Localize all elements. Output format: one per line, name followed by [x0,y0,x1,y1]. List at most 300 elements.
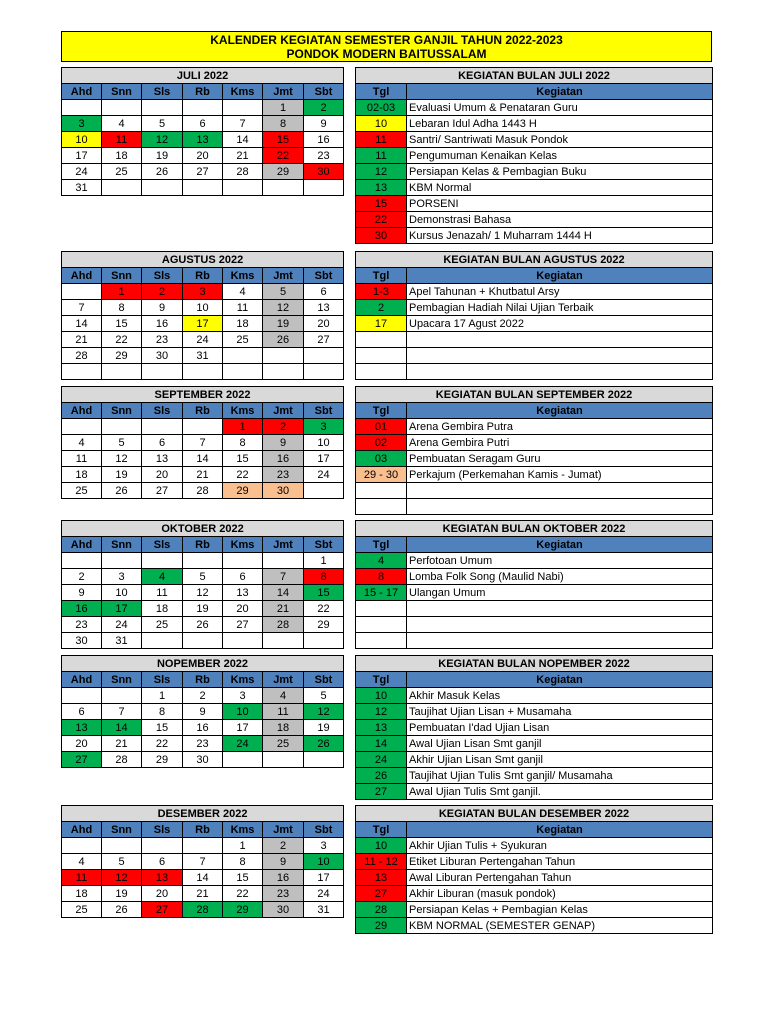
date-cell: 29 [223,483,263,499]
tgl-header: Tgl [356,822,407,838]
date-cell [142,364,183,380]
week-row [62,364,344,380]
date-cell: 22 [223,467,263,483]
date-cell: 9 [263,854,304,870]
date-cell: 24 [183,332,223,348]
date-cell: 30 [142,348,183,364]
date-cell: 20 [183,148,223,164]
activity-title: KEGIATAN BULAN AGUSTUS 2022 [356,252,713,268]
date-cell: 31 [62,180,102,196]
date-cell: 23 [263,467,304,483]
week-row [62,467,344,483]
date-cell: 14 [183,870,223,886]
date-cell: 23 [142,332,183,348]
tgl-header: Tgl [356,84,407,100]
date-cell: 9 [142,300,183,316]
date-cell: 20 [223,601,263,617]
date-cell: 26 [263,332,304,348]
activity-date: 1-3 [356,284,407,300]
day-header: Sls [142,268,183,284]
date-cell: 23 [304,148,344,164]
date-cell: 4 [223,284,263,300]
date-cell [102,553,142,569]
day-header: Sbt [304,403,344,419]
activity-row [356,585,713,601]
activity-date: 15 - 17 [356,585,407,601]
activity-text: Pengumuman Kenaikan Kelas [407,148,713,164]
date-cell: 27 [142,483,183,499]
date-cell: 19 [304,720,344,736]
date-cell: 21 [183,467,223,483]
date-cell [223,364,263,380]
month-title: NOPEMBER 2022 [62,656,344,672]
date-cell: 7 [263,569,304,585]
activity-date: 11 [356,148,407,164]
activity-text [407,499,713,515]
activity-title: KEGIATAN BULAN OKTOBER 2022 [356,521,713,537]
activity-date: 8 [356,569,407,585]
date-cell [183,633,223,649]
activity-text: Persiapan Kelas + Pembagian Kelas [407,902,713,918]
date-cell: 17 [304,870,344,886]
week-row [62,148,344,164]
kegiatan-header: Kegiatan [407,672,713,688]
date-cell: 26 [102,483,142,499]
date-cell [142,419,183,435]
date-cell: 29 [223,902,263,918]
date-cell: 16 [62,601,102,617]
date-cell: 22 [102,332,142,348]
date-cell: 10 [304,435,344,451]
date-cell: 19 [102,886,142,902]
day-header: Rb [183,822,223,838]
day-header: Ahd [62,268,102,284]
activity-row [356,228,713,244]
day-header: Ahd [62,84,102,100]
activity-text [407,601,713,617]
date-cell: 4 [263,688,304,704]
date-cell: 3 [183,284,223,300]
activity-text [407,483,713,499]
date-cell: 15 [304,585,344,601]
date-cell: 25 [62,483,102,499]
week-row [62,419,344,435]
date-cell [223,348,263,364]
activity-row [356,419,713,435]
activity-text: Akhir Liburan (masuk pondok) [407,886,713,902]
date-cell: 22 [304,601,344,617]
date-cell: 28 [183,483,223,499]
date-cell [142,838,183,854]
date-cell: 4 [142,569,183,585]
activity-row [356,736,713,752]
tgl-header: Tgl [356,268,407,284]
date-cell: 30 [62,633,102,649]
date-cell: 8 [263,116,304,132]
date-cell: 29 [102,348,142,364]
date-cell [62,419,102,435]
date-cell: 18 [62,886,102,902]
date-cell: 30 [304,164,344,180]
date-cell: 1 [223,838,263,854]
date-cell: 29 [304,617,344,633]
week-row [62,838,344,854]
date-cell [62,364,102,380]
activity-text [407,364,713,380]
date-cell: 12 [102,870,142,886]
date-cell: 10 [62,132,102,148]
day-header: Rb [183,268,223,284]
activity-row [356,499,713,515]
date-cell: 21 [263,601,304,617]
date-cell [142,553,183,569]
date-cell [102,180,142,196]
activity-date: 4 [356,553,407,569]
activity-row [356,132,713,148]
activity-text: Persiapan Kelas & Pembagian Buku [407,164,713,180]
date-cell: 23 [263,886,304,902]
date-cell [102,838,142,854]
date-cell: 5 [183,569,223,585]
date-cell: 24 [102,617,142,633]
date-cell: 12 [304,704,344,720]
activity-text: Apel Tahunan + Khutbatul Arsy [407,284,713,300]
date-cell: 22 [223,886,263,902]
activity-date: 03 [356,451,407,467]
activity-text: Awal Ujian Lisan Smt ganjil [407,736,713,752]
month-title: AGUSTUS 2022 [62,252,344,268]
date-cell: 25 [142,617,183,633]
week-row [62,348,344,364]
date-cell: 17 [62,148,102,164]
day-header: Jmt [263,268,304,284]
month-title: OKTOBER 2022 [62,521,344,537]
date-cell: 28 [223,164,263,180]
date-cell: 1 [142,688,183,704]
activity-row [356,316,713,332]
day-header: Kms [223,672,263,688]
day-header: Snn [102,84,142,100]
date-cell: 31 [304,902,344,918]
date-cell: 28 [102,752,142,768]
activity-text: Arena Gembira Putra [407,419,713,435]
activity-row [356,164,713,180]
date-cell [263,180,304,196]
day-header: Snn [102,403,142,419]
date-cell: 7 [183,854,223,870]
date-cell: 19 [263,316,304,332]
date-cell: 14 [183,451,223,467]
date-cell [102,364,142,380]
activity-title: KEGIATAN BULAN JULI 2022 [356,68,713,84]
date-cell [223,752,263,768]
date-cell: 27 [183,164,223,180]
activity-row [356,196,713,212]
date-cell [304,752,344,768]
day-header: Kms [223,403,263,419]
month-calendar [61,251,344,380]
date-cell: 1 [102,284,142,300]
activity-row [356,870,713,886]
month-title: SEPTEMBER 2022 [62,387,344,403]
tgl-header: Tgl [356,672,407,688]
activity-date: 12 [356,164,407,180]
date-cell: 11 [62,451,102,467]
date-cell: 6 [304,284,344,300]
activity-text: Awal Liburan Pertengahan Tahun [407,870,713,886]
title-line-1: KALENDER KEGIATAN SEMESTER GANJIL TAHUN 2022-2023 [210,33,563,47]
activity-date: 10 [356,838,407,854]
activity-row [356,752,713,768]
activity-text: Perfotoan Umum [407,553,713,569]
date-cell: 2 [183,688,223,704]
date-cell: 2 [263,419,304,435]
date-cell: 18 [263,720,304,736]
date-cell: 10 [183,300,223,316]
activity-date: 01 [356,419,407,435]
date-cell: 25 [62,902,102,918]
month-calendar [61,386,344,499]
date-cell [183,364,223,380]
date-cell: 1 [223,419,263,435]
day-header: Jmt [263,84,304,100]
tgl-header: Tgl [356,537,407,553]
activity-date: 27 [356,886,407,902]
day-header: Snn [102,822,142,838]
date-cell [62,100,102,116]
activity-row [356,569,713,585]
activity-row [356,838,713,854]
date-cell: 1 [263,100,304,116]
date-cell: 4 [102,116,142,132]
date-cell: 26 [304,736,344,752]
title-line-2: PONDOK MODERN BAITUSSALAM [286,47,487,61]
date-cell: 14 [223,132,263,148]
activity-date: 02 [356,435,407,451]
activity-date [356,617,407,633]
date-cell: 11 [223,300,263,316]
date-cell: 27 [304,332,344,348]
week-row [62,902,344,918]
date-cell [304,633,344,649]
date-cell: 5 [102,854,142,870]
date-cell [102,100,142,116]
activity-table [355,520,713,649]
date-cell: 16 [142,316,183,332]
day-header: Jmt [263,537,304,553]
date-cell: 30 [263,483,304,499]
date-cell: 2 [304,100,344,116]
activity-date: 30 [356,228,407,244]
date-cell: 12 [102,451,142,467]
week-row [62,688,344,704]
activity-row [356,553,713,569]
date-cell: 8 [102,300,142,316]
activity-row [356,886,713,902]
week-row [62,116,344,132]
date-cell [304,348,344,364]
date-cell: 21 [102,736,142,752]
date-cell: 26 [142,164,183,180]
kegiatan-header: Kegiatan [407,84,713,100]
activity-date [356,633,407,649]
month-title: DESEMBER 2022 [62,806,344,822]
date-cell: 8 [142,704,183,720]
activity-date: 27 [356,784,407,800]
date-cell: 11 [62,870,102,886]
activity-text: Lebaran Idul Adha 1443 H [407,116,713,132]
activity-title: KEGIATAN BULAN SEPTEMBER 2022 [356,387,713,403]
date-cell: 13 [142,870,183,886]
day-header: Rb [183,537,223,553]
activity-date: 13 [356,180,407,196]
date-cell: 29 [263,164,304,180]
date-cell: 3 [223,688,263,704]
date-cell [223,633,263,649]
activity-row [356,720,713,736]
kegiatan-header: Kegiatan [407,822,713,838]
date-cell: 21 [223,148,263,164]
date-cell [263,752,304,768]
week-row [62,854,344,870]
activity-text: KBM NORMAL (SEMESTER GENAP) [407,918,713,934]
activity-date: 22 [356,212,407,228]
date-cell [183,419,223,435]
date-cell: 21 [62,332,102,348]
date-cell: 13 [183,132,223,148]
activity-text: Akhir Masuk Kelas [407,688,713,704]
date-cell: 2 [263,838,304,854]
date-cell: 17 [304,451,344,467]
activity-date: 2 [356,300,407,316]
date-cell: 15 [142,720,183,736]
week-row [62,100,344,116]
date-cell: 18 [142,601,183,617]
date-cell: 15 [102,316,142,332]
activity-row [356,633,713,649]
week-row [62,720,344,736]
date-cell: 5 [263,284,304,300]
date-cell: 16 [304,132,344,148]
date-cell: 17 [223,720,263,736]
week-row [62,132,344,148]
date-cell: 30 [263,902,304,918]
activity-text: Upacara 17 Agust 2022 [407,316,713,332]
activity-date [356,364,407,380]
date-cell: 15 [263,132,304,148]
date-cell: 6 [223,569,263,585]
date-cell: 9 [263,435,304,451]
activity-table [355,386,713,515]
day-header: Sls [142,672,183,688]
date-cell [142,180,183,196]
date-cell: 2 [62,569,102,585]
day-header: Kms [223,84,263,100]
date-cell: 20 [142,467,183,483]
activity-text: Pembuatan Seragam Guru [407,451,713,467]
month-title: JULI 2022 [62,68,344,84]
week-row [62,332,344,348]
week-row [62,435,344,451]
kegiatan-header: Kegiatan [407,537,713,553]
activity-text: Arena Gembira Putri [407,435,713,451]
week-row [62,585,344,601]
date-cell: 16 [183,720,223,736]
activity-row [356,435,713,451]
date-cell [142,100,183,116]
date-cell: 27 [223,617,263,633]
date-cell: 11 [263,704,304,720]
date-cell: 20 [304,316,344,332]
activity-text: Akhir Ujian Lisan Smt ganjil [407,752,713,768]
date-cell: 24 [304,467,344,483]
day-header: Rb [183,403,223,419]
day-header: Sls [142,84,183,100]
date-cell: 9 [183,704,223,720]
date-cell: 22 [142,736,183,752]
activity-row [356,348,713,364]
date-cell: 7 [183,435,223,451]
week-row [62,451,344,467]
date-cell: 6 [142,435,183,451]
activity-date: 10 [356,116,407,132]
date-cell: 6 [142,854,183,870]
date-cell [142,633,183,649]
activity-text: Taujihat Ujian Tulis Smt ganjil/ Musamaha [407,768,713,784]
activity-date: 29 - 30 [356,467,407,483]
date-cell [62,284,102,300]
activity-table [355,67,713,244]
activity-date: 28 [356,902,407,918]
date-cell [223,180,263,196]
week-row [62,601,344,617]
day-header: Jmt [263,672,304,688]
date-cell: 31 [102,633,142,649]
date-cell: 3 [102,569,142,585]
date-cell: 2 [142,284,183,300]
date-cell [304,483,344,499]
day-header: Snn [102,537,142,553]
date-cell [102,419,142,435]
date-cell: 9 [304,116,344,132]
week-row [62,886,344,902]
week-row [62,870,344,886]
day-header: Sbt [304,822,344,838]
date-cell [62,553,102,569]
activity-date: 26 [356,768,407,784]
date-cell: 16 [263,451,304,467]
activity-title: KEGIATAN BULAN DESEMBER 2022 [356,806,713,822]
day-header: Sbt [304,537,344,553]
activity-date: 24 [356,752,407,768]
date-cell [62,838,102,854]
date-cell: 3 [304,838,344,854]
date-cell: 3 [62,116,102,132]
activity-date: 17 [356,316,407,332]
date-cell [102,688,142,704]
activity-row [356,784,713,800]
activity-row [356,300,713,316]
date-cell: 28 [62,348,102,364]
date-cell: 26 [102,902,142,918]
date-cell: 27 [142,902,183,918]
kegiatan-header: Kegiatan [407,403,713,419]
day-header: Kms [223,822,263,838]
date-cell: 11 [142,585,183,601]
activity-date [356,348,407,364]
week-row [62,704,344,720]
activity-text: KBM Normal [407,180,713,196]
